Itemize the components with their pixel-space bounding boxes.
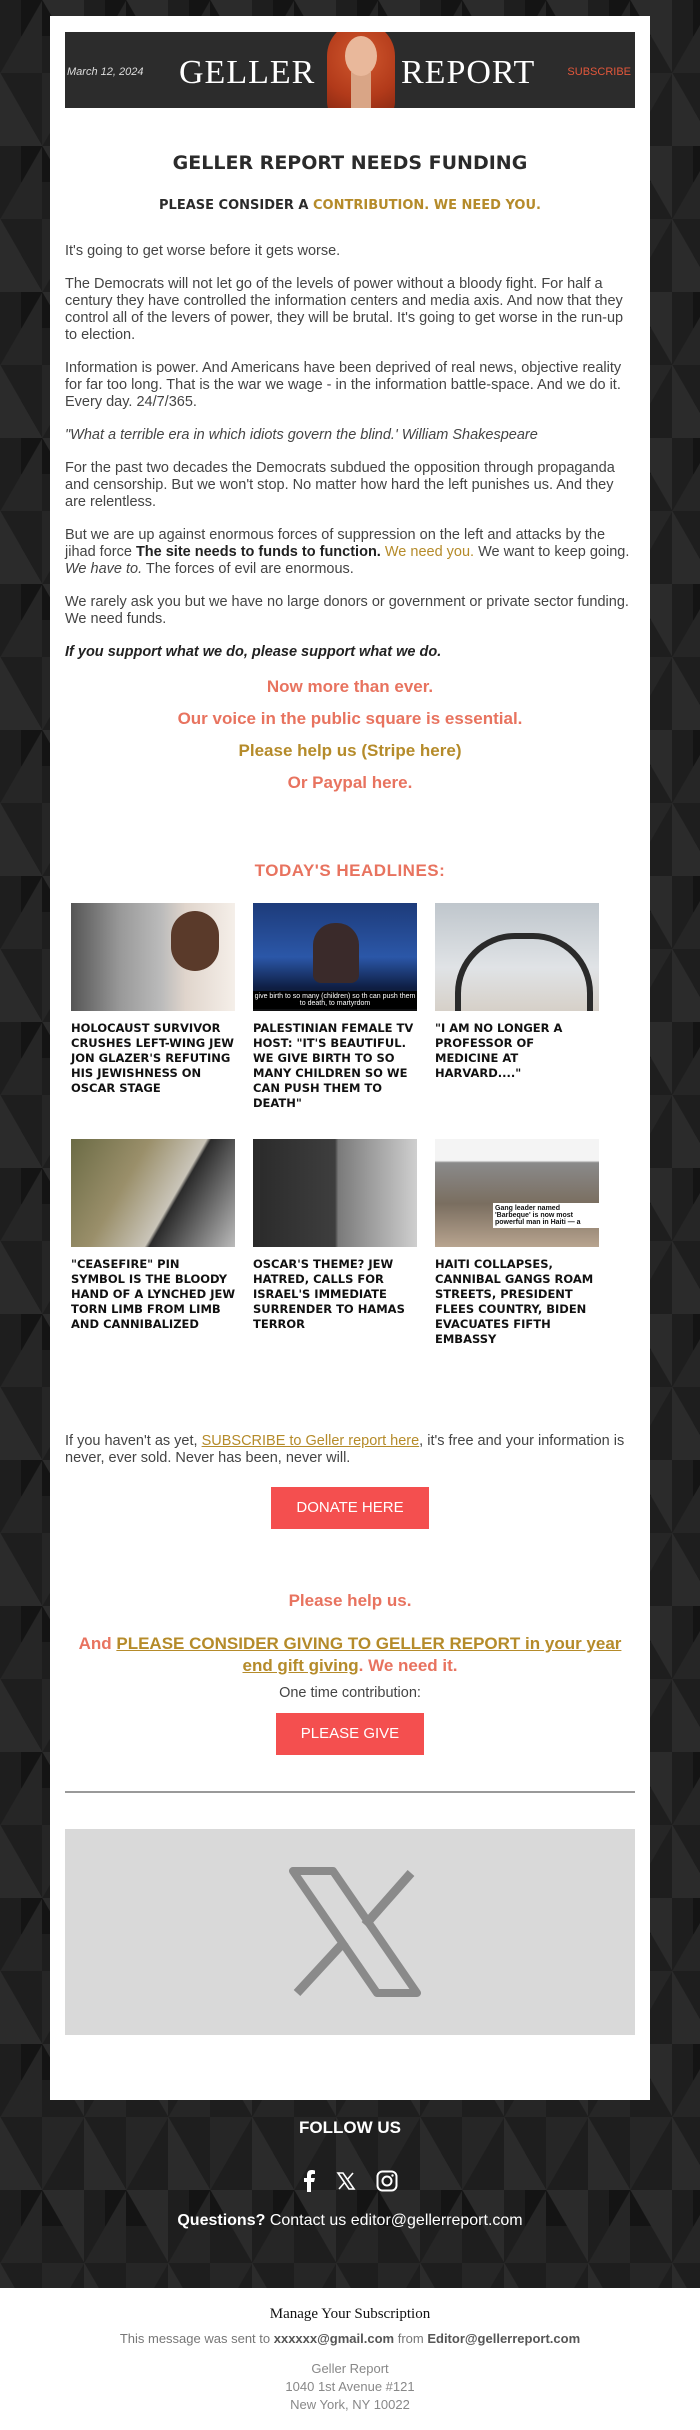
page-title: GELLER REPORT NEEDS FUNDING <box>172 152 528 174</box>
manage-subscription-link[interactable]: Manage Your Subscription <box>269 2306 431 2322</box>
paragraph: But we are up against enormous forces of suppression on the left and attacks by the jihad force The site needs to funds to function. We need you. We want to keep going. We have to. The forces of evil are enormous. <box>65 527 630 577</box>
giving-line: And PLEASE CONSIDER GIVING TO GELLER REPORT in your year end gift giving. We need it. <box>78 1634 622 1675</box>
help-heading: Please help us. <box>288 1591 412 1610</box>
paragraph: For the past two decades the Democrats subdued the opposition through propaganda and censorship. But we won't stop. No matter how hard the left punishes us. And they are relentless. <box>65 460 615 510</box>
article-title[interactable]: PALESTINIAN FEMALE TV HOST: "IT'S BEAUTIFUL. WE GIVE BIRTH TO SO MANY CHILDREN SO WE CAN PUSH THEM TO DEATH" <box>253 1021 414 1110</box>
thumbnail-caption: give birth to so many (children) so th can push them to death, to martyrdom <box>254 993 416 1007</box>
article-title[interactable]: OSCAR'S THEME? JEW HATRED, CALLS FOR ISRAEL'S IMMEDIATE SURRENDER TO HAMAS TERROR <box>253 1257 405 1331</box>
issue-date: March 12, 2024 <box>67 66 144 78</box>
sub-headline: PLEASE CONSIDER A CONTRIBUTION. WE NEED YOU. <box>159 198 541 213</box>
article-thumbnail[interactable] <box>435 903 599 1011</box>
article-thumbnail[interactable] <box>435 1139 599 1247</box>
article-thumbnail[interactable] <box>253 1139 417 1247</box>
giving-link[interactable]: PLEASE CONSIDER GIVING TO GELLER REPORT in your year end gift giving <box>116 1634 622 1675</box>
footer <box>0 2288 700 2430</box>
cta-block <box>65 671 635 799</box>
subscribe-here-link[interactable]: SUBSCRIBE to Geller report here <box>201 1433 420 1449</box>
thumbnail-caption: Gang leader named 'Barbeque' is now most powerful man in Haiti — a <box>493 1203 599 1228</box>
header-banner[interactable] <box>65 32 635 108</box>
article-card[interactable] <box>71 1139 235 1332</box>
article-title[interactable]: "CEASEFIRE" PIN SYMBOL IS THE BLOODY HAND OF A LYNCHED JEW TORN LIMB FROM LIMB AND CANNIBALIZED <box>71 1257 236 1331</box>
paragraph: Information is power. And Americans have been deprived of real news, objective reality for far too long. That is the war we wage - in the information battle-space. And we do it. Every day. 24/7/365. <box>65 360 622 410</box>
cta-line-1: Now more than ever. <box>266 677 434 696</box>
subscribe-link[interactable]: SUBSCRIBE <box>567 66 631 78</box>
follow-us-heading: FOLLOW US <box>299 2118 401 2137</box>
article-card[interactable] <box>435 1139 599 1347</box>
paypal-link[interactable]: Or Paypal here. <box>287 773 413 792</box>
please-give-button[interactable]: PLEASE GIVE <box>276 1713 424 1755</box>
paragraph: The Democrats will not let go of the levels of power without a bloody fight. For half a century they have controlled the information centers and media axis. And now that they control all of the levers of power, they will be brutal. It's going to get worse in the run-up to election. <box>65 276 624 343</box>
x-embed[interactable] <box>65 1829 635 2035</box>
article-card[interactable] <box>71 903 235 1096</box>
social-links <box>0 2170 700 2197</box>
x-logo-icon <box>285 1867 425 1997</box>
one-time-label: One time contribution: <box>279 1685 421 1701</box>
contact-email-link[interactable]: Contact us editor@gellerreport.com <box>265 2212 523 2229</box>
brand-right: REPORT <box>401 54 536 91</box>
article-thumbnail[interactable] <box>71 903 235 1011</box>
paragraph: It's going to get worse before it gets worse. <box>65 243 341 259</box>
appeal-body <box>65 243 635 661</box>
article-thumbnail[interactable] <box>71 1139 235 1247</box>
article-card[interactable] <box>253 1139 417 1332</box>
article-thumbnail[interactable] <box>253 903 417 1011</box>
founder-portrait <box>323 32 399 108</box>
newsletter-card <box>50 16 650 2100</box>
quote-paragraph: "What a terrible era in which idiots govern the blind.' William Shakespeare <box>65 427 538 443</box>
contact-line: Questions? Contact us editor@gellerreport.com <box>177 2212 523 2229</box>
brand-left: GELLER <box>179 54 316 91</box>
subscribe-line: If you haven't as yet, SUBSCRIBE to Geller report here, it's free and your information is never, ever sold. Never has been, never will. <box>65 1433 625 1466</box>
divider <box>65 1791 635 1793</box>
contribution-highlight[interactable]: CONTRIBUTION. WE NEED YOU. <box>313 198 541 213</box>
we-need-you-link[interactable]: We need you. <box>380 544 475 560</box>
x-icon[interactable] <box>336 2171 356 2196</box>
donate-button[interactable]: DONATE HERE <box>271 1487 429 1529</box>
article-title[interactable]: "I AM NO LONGER A PROFESSOR OF MEDICINE AT HARVARD...." <box>435 1021 563 1080</box>
instagram-icon[interactable] <box>376 2170 398 2197</box>
article-card[interactable] <box>435 903 599 1081</box>
postal-address: Geller Report 1040 1st Avenue #121 New York, NY 10022 <box>285 2361 415 2412</box>
article-title[interactable]: HAITI COLLAPSES, CANNIBAL GANGS ROAM STREETS, PRESIDENT FLEES COUNTRY, BIDEN EVACUATES FIFTH EMBASSY <box>435 1257 594 1346</box>
appeal-line: If you support what we do, please support what we do. <box>65 644 442 660</box>
paragraph: We rarely ask you but we have no large donors or government or private sector funding. We need funds. <box>65 594 629 627</box>
facebook-icon[interactable] <box>302 2170 316 2197</box>
article-card[interactable] <box>253 903 417 1111</box>
cta-line-2: Our voice in the public square is essential. <box>177 709 523 728</box>
headlines-grid <box>65 903 635 1433</box>
headlines-title: TODAY'S HEADLINES: <box>254 861 446 880</box>
sent-to-line: This message was sent to xxxxxx@gmail.com from Editor@gellerreport.com <box>119 2331 581 2346</box>
article-title[interactable]: HOLOCAUST SURVIVOR CRUSHES LEFT-WING JEW JON GLAZER'S REFUTING HIS JEWISHNESS ON OSCAR STAGE <box>71 1021 234 1095</box>
stripe-link[interactable]: Please help us (Stripe here) <box>238 741 462 760</box>
